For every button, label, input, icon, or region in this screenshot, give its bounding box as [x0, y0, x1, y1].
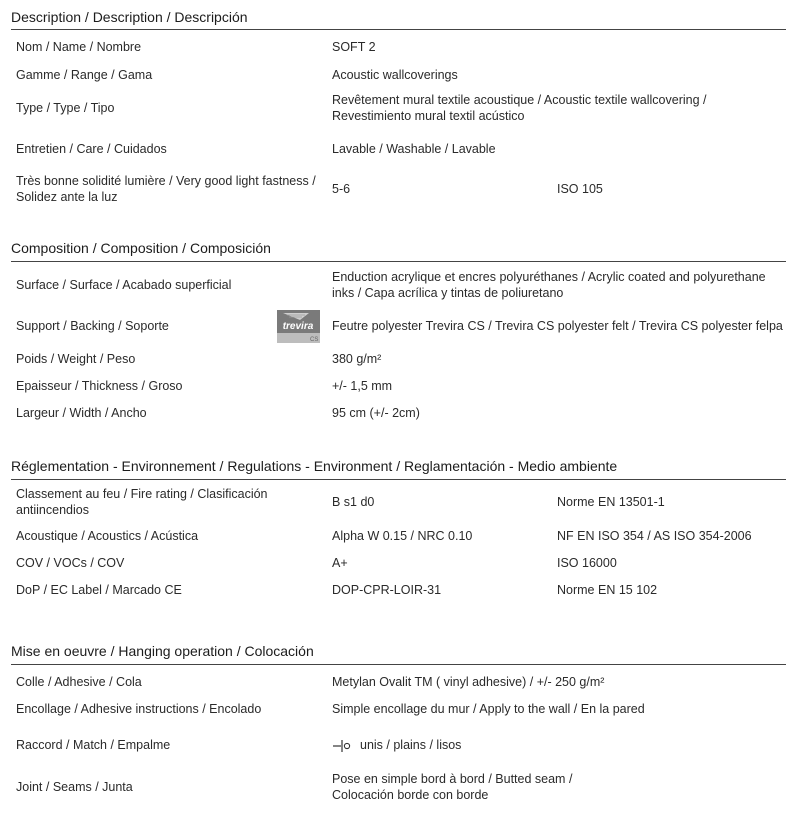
value-name: SOFT 2	[332, 40, 376, 54]
label-range: Gamme / Range / Gama	[16, 68, 153, 82]
logo-mark: CS	[310, 337, 319, 343]
value-fire-rating: B s1 d0	[332, 495, 375, 509]
label-acoustics: Acoustique / Acoustics / Acústica	[16, 529, 199, 543]
label-name: Nom / Name / Nombre	[16, 40, 142, 54]
label-type: Type / Type / Tipo	[16, 101, 115, 115]
norm-acoustics: NF EN ISO 354 / AS ISO 354-2006	[557, 529, 752, 543]
section-divider	[11, 479, 786, 480]
straight-match-icon	[332, 739, 352, 753]
value-match-text: unis / plains / lisos	[360, 738, 462, 752]
value-width: 95 cm (+/- 2cm)	[332, 406, 420, 420]
section-divider	[11, 261, 786, 262]
label-light-fastness: Très bonne solidité lumière / Very good light fastness / Solidez ante la luz	[16, 174, 316, 204]
value-light-fastness: 5-6	[332, 182, 351, 196]
section-title-description: Description / Description / Descripción	[11, 9, 248, 25]
section-divider	[11, 29, 786, 30]
label-adhesive: Colle / Adhesive / Cola	[16, 675, 142, 689]
label-thickness: Epaisseur / Thickness / Groso	[16, 379, 183, 393]
norm-fire-rating: Norme EN 13501-1	[557, 495, 665, 509]
label-vocs: COV / VOCs / COV	[16, 556, 125, 570]
label-backing: Support / Backing / Soporte	[16, 319, 169, 333]
label-weight: Poids / Weight / Peso	[16, 352, 136, 366]
value-match	[332, 737, 772, 753]
label-fire-rating: Classement au feu / Fire rating / Clasificación antiincendios	[16, 487, 268, 517]
value-type: Revêtement mural textile acoustique / Acoustic textile wallcovering / Revestimiento mural textil acústico	[332, 93, 707, 123]
trevira-cs-logo	[277, 310, 320, 343]
norm-light-fastness: ISO 105	[557, 182, 603, 196]
label-adhesive-instructions: Encollage / Adhesive instructions / Encolado	[16, 702, 262, 716]
label-dop: DoP / EC Label / Marcado CE	[16, 583, 182, 597]
label-match: Raccord / Match / Empalme	[16, 738, 171, 752]
value-range: Acoustic wallcoverings	[332, 68, 458, 82]
label-width: Largeur / Width / Ancho	[16, 406, 147, 420]
label-care: Entretien / Care / Cuidados	[16, 142, 167, 156]
section-title-regulations: Réglementation - Environnement / Regulations - Environment / Reglamentación - Medio ambiente	[11, 458, 618, 474]
section-title-hanging: Mise en oeuvre / Hanging operation / Colocación	[11, 643, 314, 659]
value-dop: DOP-CPR-LOIR-31	[332, 583, 442, 597]
logo-brand: trevira	[282, 321, 314, 332]
value-surface: Enduction acrylique et encres polyuréthanes / Acrylic coated and polyurethane inks / Capa acrílica y tintas de poliuretano	[332, 270, 766, 300]
value-adhesive: Metylan Ovalit TM ( vinyl adhesive) / +/- 250 g/m²	[332, 675, 605, 689]
section-title-composition: Composition / Composition / Composición	[11, 240, 271, 256]
label-surface: Surface / Surface / Acabado superficial	[16, 278, 232, 292]
value-acoustics: Alpha W 0.15 / NRC 0.10	[332, 529, 473, 543]
value-seams: Pose en simple bord à bord / Butted seam / Colocación borde con borde	[332, 772, 573, 802]
value-backing: Feutre polyester Trevira CS / Trevira CS polyester felt / Trevira CS polyester felpa	[332, 319, 783, 333]
norm-vocs: ISO 16000	[557, 556, 617, 570]
label-seams: Joint / Seams / Junta	[16, 780, 133, 794]
value-adhesive-instructions: Simple encollage du mur / Apply to the wall / En la pared	[332, 702, 645, 716]
section-divider	[11, 664, 786, 665]
value-weight: 380 g/m²	[332, 352, 382, 366]
value-care: Lavable / Washable / Lavable	[332, 142, 496, 156]
value-vocs: A+	[332, 556, 348, 570]
value-thickness: +/- 1,5 mm	[332, 379, 393, 393]
norm-dop: Norme EN 15 102	[557, 583, 658, 597]
